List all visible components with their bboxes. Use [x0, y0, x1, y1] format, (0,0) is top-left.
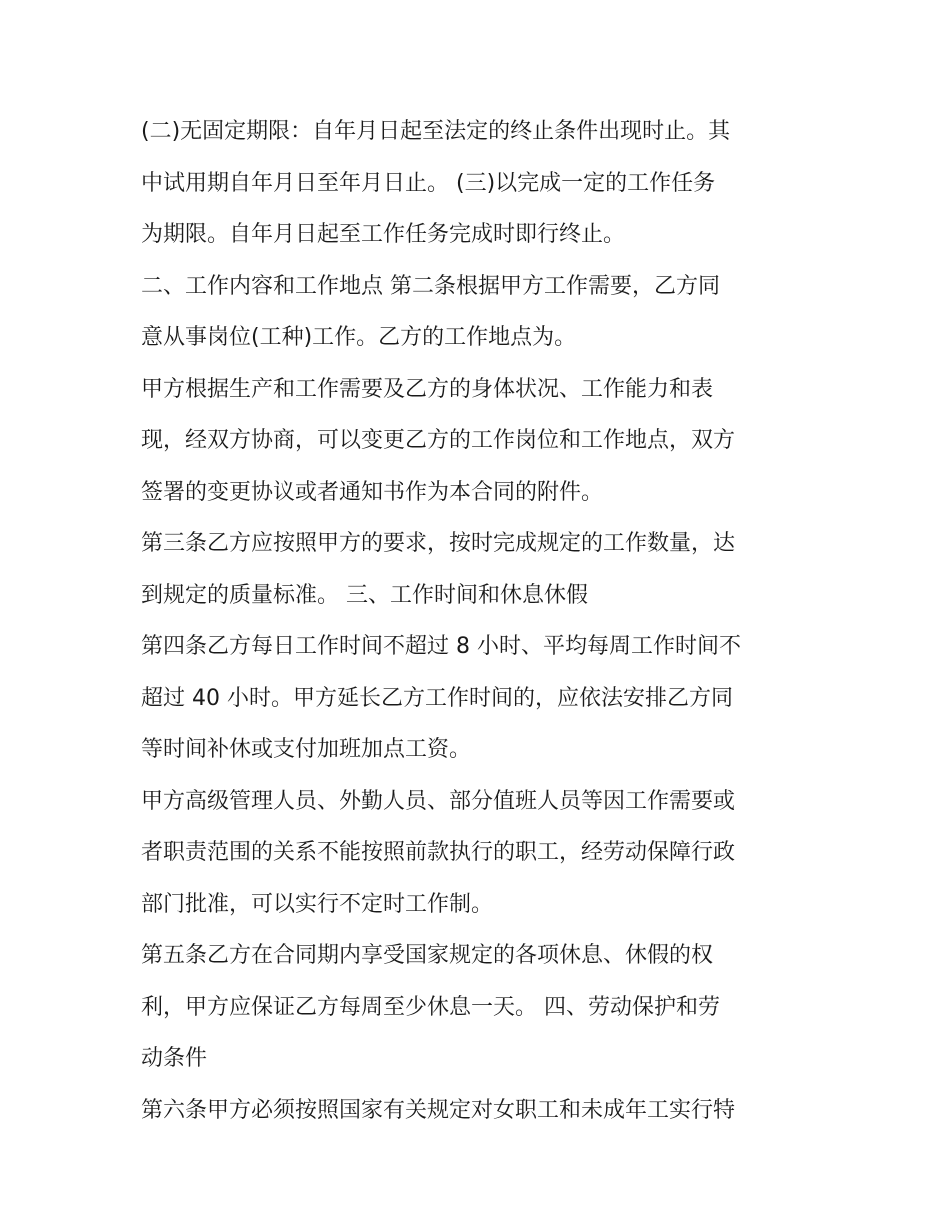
text-line: 者职责范围的关系不能按照前款执行的职工，经劳动保障行政: [141, 840, 736, 865]
text-line: 超过 40 小时。甲方延长乙方工作时间的，应依法安排乙方同: [141, 685, 733, 711]
text-line: (二)无固定期限：自年月日起至法定的终止条件出现时止。其: [141, 119, 731, 144]
text-line: 二、工作内容和工作地点 第二条根据甲方工作需要，乙方同: [141, 273, 720, 299]
text-line: 甲方根据生产和工作需要及乙方的身体状况、工作能力和表: [141, 376, 714, 402]
text-line: 利，甲方应保证乙方每周至少休息一天。 四、劳动保护和劳: [141, 994, 720, 1020]
text-line: 为期限。自年月日起至工作任务完成时即行终止。: [141, 222, 626, 247]
text-line: 中试用期自年月日至年月日止。 (三)以完成一定的工作任务: [141, 170, 716, 196]
text-line: 甲方高级管理人员、外勤人员、部分值班人员等因工作需要或: [141, 788, 736, 814]
text-line: 意从事岗位(工种)工作。乙方的工作地点为。: [141, 325, 577, 350]
text-line: 第三条乙方应按照甲方的要求，按时完成规定的工作数量，达: [141, 531, 736, 556]
text-line: 到规定的质量标准。 三、工作时间和休息休假: [141, 582, 588, 608]
text-line: 签署的变更协议或者通知书作为本合同的附件。: [141, 479, 604, 505]
text-line: 第六条甲方必须按照国家有关规定对女职工和未成年工实行特: [141, 1097, 736, 1123]
text-line: 动条件: [141, 1046, 208, 1071]
text-line: 现，经双方协商，可以变更乙方的工作岗位和工作地点，双方: [141, 428, 736, 453]
text-line: 第四条乙方每日工作时间不超过 8 小时、平均每周工作时间不: [141, 634, 741, 659]
text-line: 第五条乙方在合同期内享受国家规定的各项休息、休假的权: [141, 943, 714, 968]
text-line: 等时间补休或支付加班加点工资。: [141, 737, 472, 762]
contract-text-body: [141, 106, 821, 1136]
text-line: 部门批准，可以实行不定时工作制。: [141, 891, 494, 917]
